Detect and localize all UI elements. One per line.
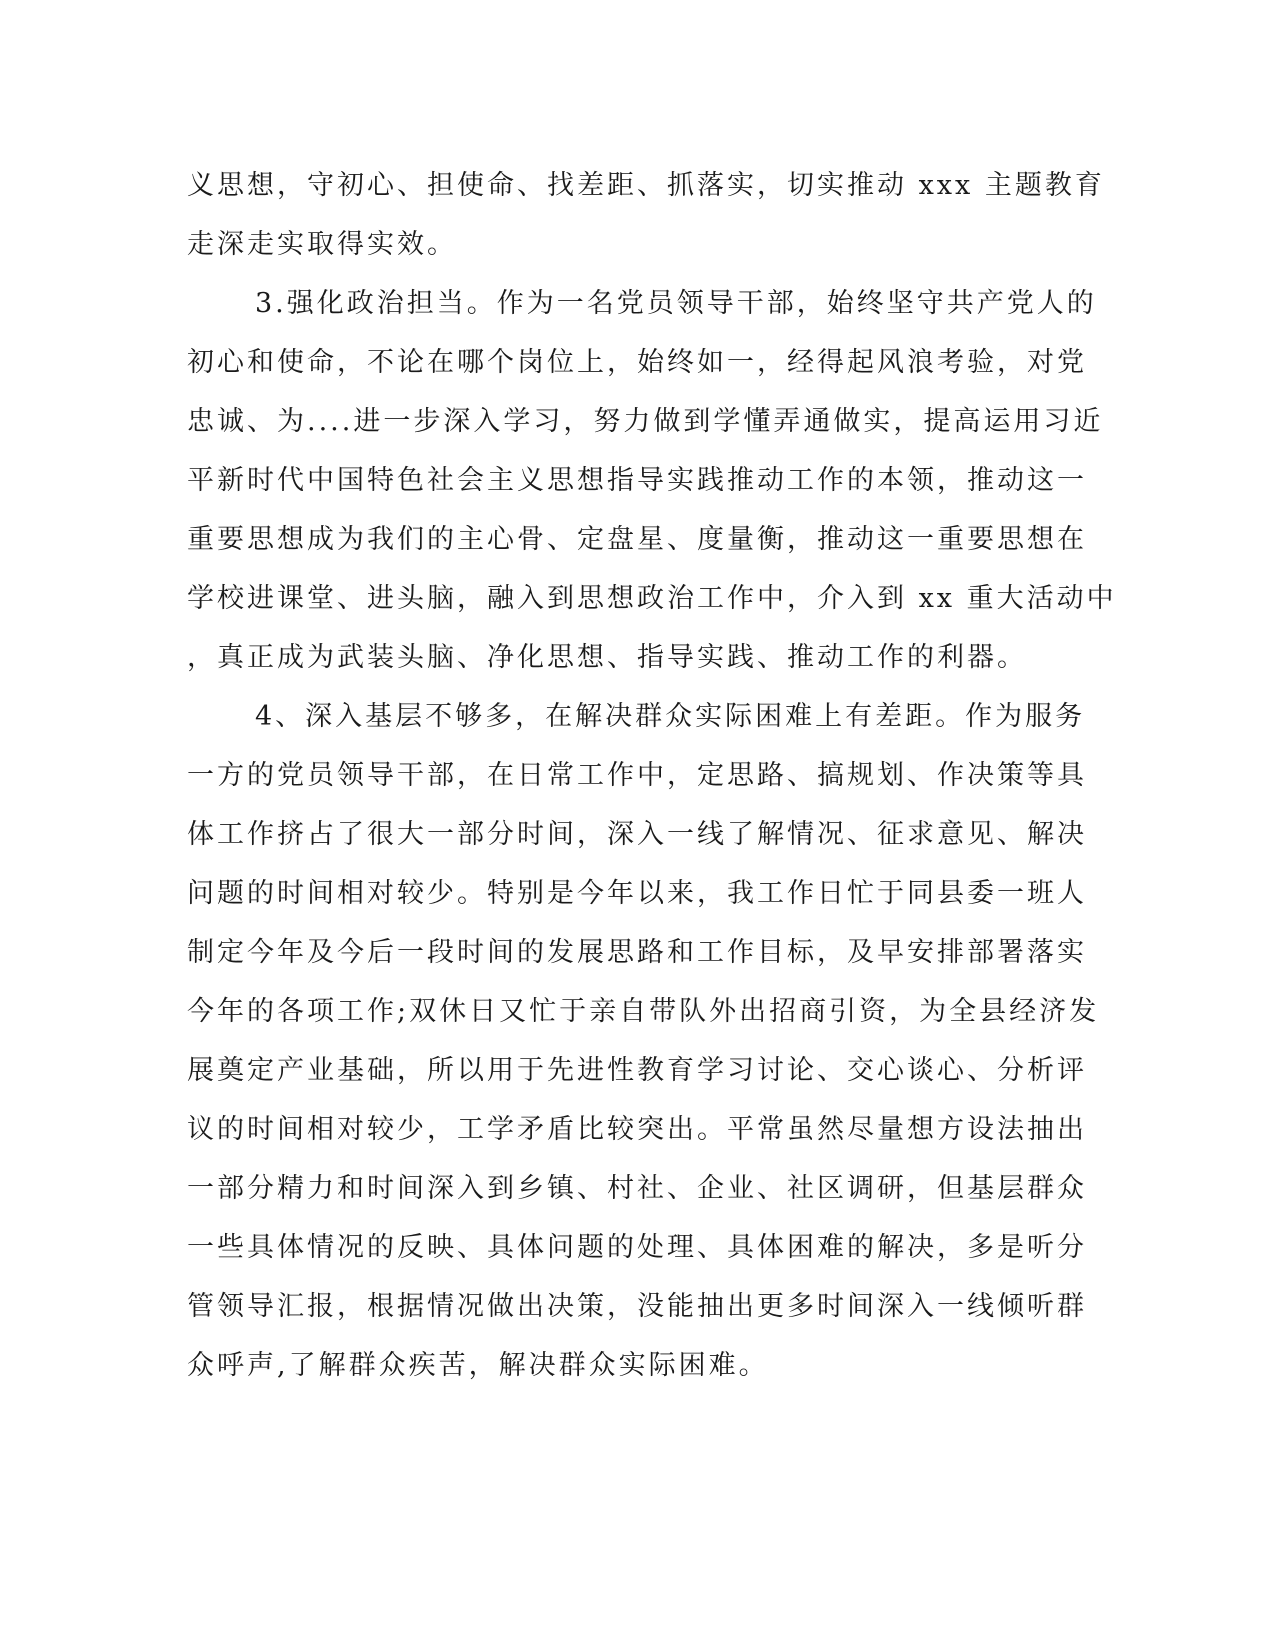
paragraph-continuation bbox=[187, 156, 1105, 274]
text-line: 众呼声,了解群众疾苦，解决群众实际困难。 bbox=[187, 1350, 769, 1381]
text-line: 忠诚、为....进一步深入学习，努力做到学懂弄通做实，提高运用习近 bbox=[187, 406, 1104, 437]
text-line: 体工作挤占了很大一部分时间，深入一线了解情况、征求意见、解决 bbox=[187, 819, 1087, 850]
text-line: 今年的各项工作;双休日又忙于亲自带队外出招商引资，为全县经济发 bbox=[187, 996, 1100, 1027]
paragraph-political-responsibility bbox=[187, 274, 1117, 687]
text-line: 3.强化政治担当。作为一名党员领导干部，始终坚守共产党人的 bbox=[255, 288, 1097, 319]
text-line: 学校进课堂、进头脑，融入到思想政治工作中，介入到 xx 重大活动中 bbox=[187, 583, 1117, 614]
text-line: 制定今年及今后一段时间的发展思路和工作目标，及早安排部署落实 bbox=[187, 937, 1087, 968]
text-line: 一部分精力和时间深入到乡镇、村社、企业、社区调研，但基层群众 bbox=[187, 1173, 1087, 1204]
text-line: 重要思想成为我们的主心骨、定盘星、度量衡，推动这一重要思想在 bbox=[187, 524, 1087, 555]
text-line: 展奠定产业基础，所以用于先进性教育学习讨论、交心谈心、分析评 bbox=[187, 1055, 1087, 1086]
text-line: 一些具体情况的反映、具体问题的处理、具体困难的解决，多是听分 bbox=[187, 1232, 1087, 1263]
text-line: 4、深入基层不够多，在解决群众实际困难上有差距。作为服务 bbox=[255, 701, 1086, 732]
text-line: ，真正成为武装头脑、净化思想、指导实践、推动工作的利器。 bbox=[187, 642, 1027, 673]
text-line: 问题的时间相对较少。特别是今年以来，我工作日忙于同县委一班人 bbox=[187, 878, 1087, 909]
text-line: 管领导汇报，根据情况做出决策，没能抽出更多时间深入一线倾听群 bbox=[187, 1291, 1087, 1322]
text-line: 初心和使命，不论在哪个岗位上，始终如一，经得起风浪考验，对党 bbox=[187, 347, 1087, 378]
text-line: 义思想，守初心、担使命、找差距、抓落实，切实推动 xxx 主题教育 bbox=[187, 170, 1105, 201]
text-line: 一方的党员领导干部，在日常工作中，定思路、搞规划、作决策等具 bbox=[187, 760, 1087, 791]
paragraph-grassroots bbox=[187, 687, 1100, 1395]
text-line: 议的时间相对较少，工学矛盾比较突出。平常虽然尽量想方设法抽出 bbox=[187, 1114, 1087, 1145]
text-line: 平新时代中国特色社会主义思想指导实践推动工作的本领，推动这一 bbox=[187, 465, 1087, 496]
text-line: 走深走实取得实效。 bbox=[187, 229, 457, 260]
document-body bbox=[187, 156, 1117, 1395]
